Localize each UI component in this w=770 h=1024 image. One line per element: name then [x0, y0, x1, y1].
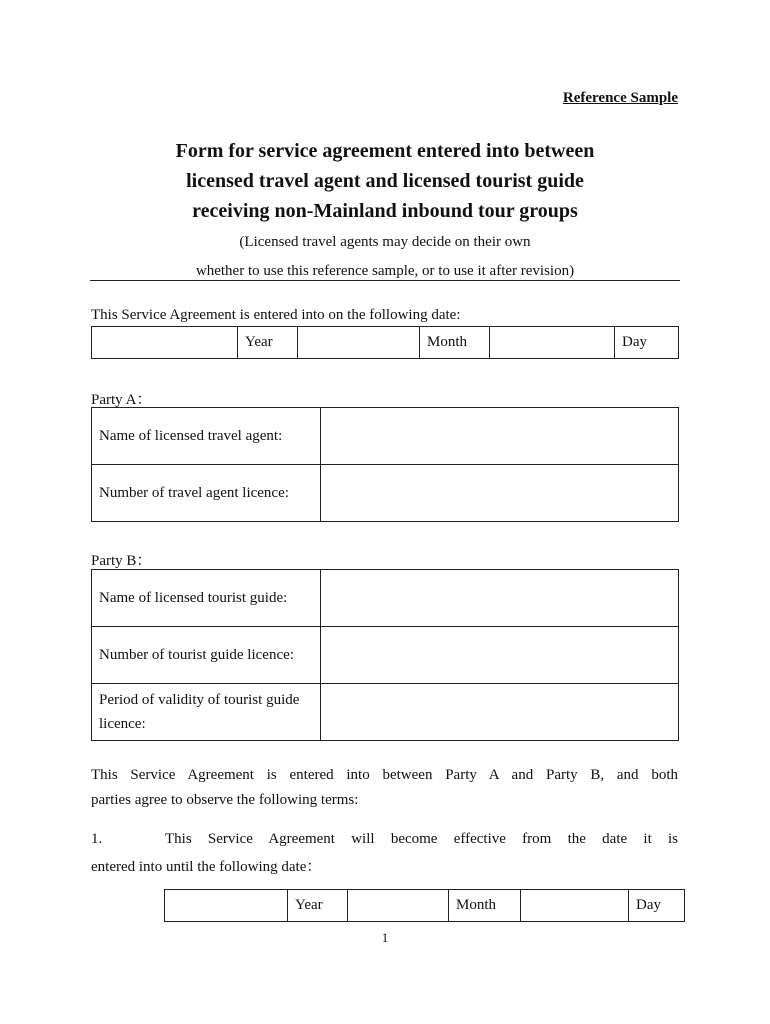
- effective-month-field[interactable]: [348, 890, 449, 922]
- effective-month-label: Month: [449, 890, 521, 922]
- effective-day-label: Day: [629, 890, 685, 922]
- effective-day-field[interactable]: [521, 890, 629, 922]
- title-line-2: licensed travel agent and licensed tourist guide: [186, 170, 584, 192]
- year-field[interactable]: [92, 327, 238, 359]
- day-label: Day: [615, 327, 679, 359]
- agreement-date-intro: This Service Agreement is entered into on the following date:: [91, 307, 461, 323]
- clause-1-line-1: This Service Agreement will become effective from the date it is: [165, 831, 678, 847]
- month-field[interactable]: [298, 327, 420, 359]
- travel-agent-licence-field[interactable]: [321, 465, 679, 522]
- table-row: [92, 684, 679, 741]
- table-row: [92, 570, 679, 627]
- party-b-table: [91, 569, 679, 741]
- year-label: Year: [238, 327, 298, 359]
- agreement-date-table: [91, 326, 679, 359]
- travel-agent-name-label: Name of licensed travel agent:: [92, 408, 321, 465]
- subtitle-line-2: whether to use this reference sample, or to use it after revision): [195, 263, 575, 279]
- tourist-guide-licence-field[interactable]: [321, 627, 679, 684]
- title-line-1: Form for service agreement entered into between: [175, 140, 595, 162]
- clause-1-number: 1.: [91, 831, 103, 847]
- tourist-guide-name-label: Name of licensed tourist guide:: [92, 570, 321, 627]
- terms-line-2: parties agree to observe the following terms:: [91, 792, 359, 808]
- title-divider: [90, 280, 680, 281]
- licence-validity-field[interactable]: [321, 684, 679, 741]
- travel-agent-licence-label: Number of travel agent licence:: [92, 465, 321, 522]
- party-a-heading: Party A：: [91, 392, 152, 408]
- form-title: [90, 136, 680, 226]
- effective-year-label: Year: [288, 890, 348, 922]
- party-a-table: [91, 407, 679, 522]
- effective-date-table: [164, 889, 685, 922]
- table-row: [92, 408, 679, 465]
- terms-line-1: This Service Agreement is entered into between Party A and Party B, and both: [91, 767, 678, 783]
- licence-validity-label: Period of validity of tourist guide licence:: [92, 684, 321, 741]
- reference-sample-label: Reference Sample: [562, 90, 678, 106]
- subtitle-line-1: (Licensed travel agents may decide on their own: [239, 234, 531, 250]
- title-line-3: receiving non-Mainland inbound tour groups: [192, 200, 578, 222]
- day-field[interactable]: [490, 327, 615, 359]
- effective-year-field[interactable]: [165, 890, 288, 922]
- table-row: [92, 465, 679, 522]
- page-number: 1: [381, 930, 389, 945]
- form-subtitle: [90, 228, 680, 286]
- clause-1-line-2: entered into until the following date：: [91, 859, 322, 875]
- month-label: Month: [420, 327, 490, 359]
- party-b-heading: Party B：: [91, 553, 152, 569]
- tourist-guide-name-field[interactable]: [321, 570, 679, 627]
- tourist-guide-licence-label: Number of tourist guide licence:: [92, 627, 321, 684]
- travel-agent-name-field[interactable]: [321, 408, 679, 465]
- table-row: [92, 627, 679, 684]
